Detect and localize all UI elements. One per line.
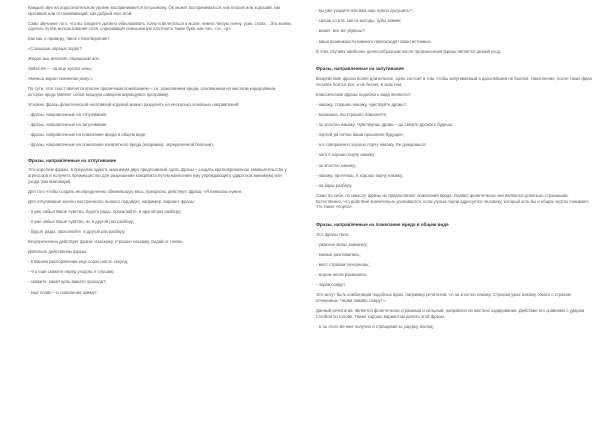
harm-paragraph: Это могут быть комбинации подобных фраз, например речитатив: «А за злостно накажу. Страхом ужас накажу. Ужасо с страхом почернешь. Черви заживо сожрут». <box>316 292 571 304</box>
list-item: - портей ум нотою ваши прошлили будущее; <box>316 132 404 138</box>
section-heading-harm: Фразы, направленные на пожелание вреда в общем виде <box>316 221 449 227</box>
poem-line: «Слышишь хорошо зорро? <box>28 46 82 52</box>
harm-paragraph: Это фразы типа: <box>316 231 350 237</box>
intimidate-paragraph: Воздействие фразы более длительное. Цель состоит в том, чтобы запугиваемый в дальнейшем не боялся. Накопление, после таких фраз человек боится все, и не бегает, в знак тем. <box>316 75 592 87</box>
list-item: - накажу, страшно накажу, чувствуйте дрожь?; <box>316 101 408 107</box>
scare-paragraph: Безупречненно действует фраза «Наскажу, страшно наскажу, сыдай от гнева». <box>28 239 185 245</box>
list-item: - южные разложились; <box>316 251 361 257</box>
list-item: - фразы, направленные на запугивание; <box>28 121 108 127</box>
section-heading-intimidate: Фразы, направленные на запугивание <box>316 66 404 72</box>
scare-paragraph: Это короткие фразы, в пределах одного, максимум двух предложений. Цель фразы – создать кратковременное замешательство у агрессора и получить преимущество для разрешения конфликта путем нанесения ему упреждающего удара (как минимум) или ухода (как максимум). <box>28 167 287 184</box>
list-item: - зато я хорошо порчу накажу; <box>316 152 376 158</box>
list-item: - ваши возможности намного превосходят ваши истинные. <box>316 38 433 44</box>
list-item: - мест страхом почернешь; <box>316 261 370 267</box>
list-item: - я уже забыл Ваше чувство; но в другой раз разберу; <box>28 218 135 224</box>
right-page <box>300 0 600 424</box>
list-item: - еще слово – и сожаления зажмут; <box>28 289 98 295</box>
list-item: - в Вашем распоряжении еще сорок шесть секунд; <box>28 259 129 265</box>
essence-paragraph: По сути, этот текст является вполне приличным пожеланием – т.е. пожеланием вреда, основанным на жестком кодировании, которое представляет собой мощную самореализующуюся программу. <box>28 86 277 97</box>
scare-paragraph: Для того чтобы создать неопределенно обвиняющую весь, прекрасно действует фраза: «Я нанюхаю нужен. <box>28 188 243 194</box>
list-item: - возможно, вы страшно пожалеете; <box>316 111 388 117</box>
harm-paragraph: Данный речитатив, является фонетически страшным и сильным, направлен на жесткое кодирование. Действие его сравнимо с ударом столбой по голове. Также хорошо вариантом делать этой фразы: <box>316 308 585 319</box>
intimidate-paragraph: Само по себе, по смыслу, фразы не предполагают пожелания вреда. Однако фонетически они являются довольно страшными. Естественно, что действие значительно усиливается, если угроза порчи адресуется человеку, который хоть бы и общих чертах понимает, что такое «порча». <box>316 193 589 210</box>
effective-paragraph: Довольно действенны фразы: <box>28 249 88 255</box>
top-list <box>316 8 592 44</box>
list-item: - вы уже уходите или вам еще нужно досушить?; <box>316 8 413 13</box>
list-item: - жором неоги разжались; <box>316 272 368 278</box>
list-item: - срешь со рта, как из колоды, зубы зажим; <box>316 18 401 24</box>
harm-list <box>316 242 592 288</box>
list-item: - я уже забыл Ваше чувство; будете рады, прокалюйте, в другой раз разберу; <box>28 208 182 214</box>
list-item: - накажу, прочтешь, я хорошо порчу накажу; <box>316 172 404 178</box>
list-item: - фразы, направленные на отпугивание; <box>28 111 108 117</box>
example-paragraph: Как как, к примеру, такое стихотворение? <box>28 36 110 42</box>
section-heading-scare: Фразы, направленные на отпугивание <box>28 157 117 163</box>
intro-paragraph: Каждый звук на подсознательном уровне воспринимается по-разному. Он может восприниматься, как плохой или хороший, как красивый или отталкивающий, как добрый или злой. <box>28 5 281 16</box>
poem-line: Жорон вьи жестет страшным апо. <box>28 56 101 62</box>
poem-block <box>28 46 292 82</box>
list-item: - фразы, направленные на пожелание конкретного вреда (например, определенной болезни). <box>28 142 214 148</box>
effective-list <box>28 259 292 295</box>
list-item: - ужасное жилы замерзну; <box>316 241 368 247</box>
scare-list <box>28 209 292 235</box>
poem-line: Уменьш жарон сожжение рожу.». <box>28 76 94 82</box>
intimidate-paragraph: Классические фразы подобного вида являются: <box>316 91 411 97</box>
poem-line: Звёзд же — на мир жутко хоны, <box>28 66 93 72</box>
scare-paragraph: Для отпугивания заочно настроенного пьяного подойдет, например, вариант фразы: <box>28 198 195 204</box>
list-item: - черви сожрут. <box>316 282 346 288</box>
categories-list <box>28 112 292 148</box>
sound-paragraph: Само звучание того, что вы говорите должно обволакивать толку и вплетаться в мозги, нежно легкую ленну, усик, страх... Это можно сделать путём использования слов, содержащих повышенную плотность таких букв, как «ж», «з», «р». <box>28 20 292 32</box>
intimidate-list <box>316 102 592 189</box>
list-item: - а я совершенно хорошо порчу накажу. Уж дождешься; <box>316 142 426 148</box>
list-item: - скажите, какая цель вашего прихода?; <box>28 279 107 285</box>
list-item: - за злостно накажу. Чувствуешь дрожь – до смерти дрожать будешь; <box>316 121 454 127</box>
list-item: - а ты этого же мне получил и стращивая кс ущерку, молод; <box>316 323 434 329</box>
list-item: - что еще скажете перед уходом, я слушаю; <box>28 269 115 275</box>
conditions-paragraph: Условно фразы фонетической негативной кодовой можно разделить на несколько основных направлений: <box>28 101 240 107</box>
list-item: - фразы, направленные на пожелание вреда в общем виде; <box>28 132 147 138</box>
list-item: - за злостно накажу; <box>316 162 357 168</box>
note-paragraph: В этих случаях наиболее целесообразным после произнесения фразы является резкий уход. <box>316 48 502 54</box>
list-item: - может, все же уйдешь?; <box>316 28 366 34</box>
list-item: - на бары разберу. <box>316 183 353 188</box>
list-item: - будьте рады, прокалюйте, в другой раз разберу. <box>28 228 126 234</box>
